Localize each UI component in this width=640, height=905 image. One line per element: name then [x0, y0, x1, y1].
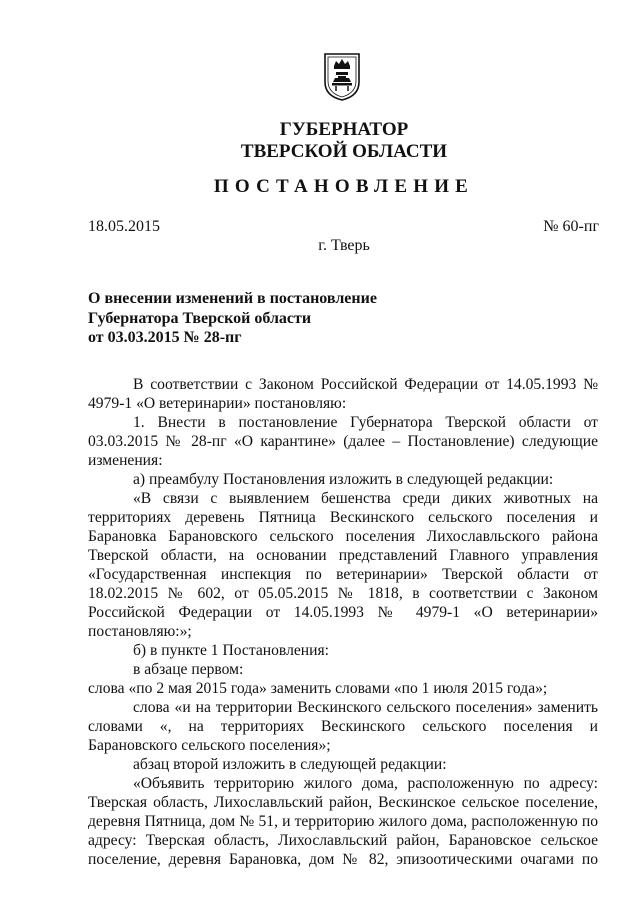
document-number: № 60-пг — [543, 218, 599, 235]
paragraph: б) в пункте 1 Постановления: — [133, 642, 329, 659]
paragraph: слова «и на территории Вескинского сельского поселения» заменить словами «, на территориях Вескинского сельского поселения и Барановского сельского поселения»; — [88, 699, 598, 754]
document-city: г. Тверь — [318, 237, 370, 254]
authority-title-line2: ТВЕРСКОЙ ОБЛАСТИ — [240, 141, 448, 162]
paragraph: абзац второй изложить в следующей редакции: — [133, 756, 447, 773]
paragraph: «Объявить территорию жилого дома, расположенную по адресу: Тверская область, Лихославльский район, Вескинское сельское поселение, деревня Пятница, дом № 51, и территорию жилого дома, расположенную по адресу: Тверская область, Лихославльский район, Барановское сельское поселение, деревня Барановка, дом № 82, эпизоотическими очагами по — [88, 775, 598, 868]
document-date: 18.05.2015 — [88, 218, 160, 235]
coat-of-arms-icon — [322, 52, 362, 102]
paragraph: 1. Внести в постановление Губернатора Тверской области от 03.03.2015 № 28-пг «О карантине» (далее – Постановление) следующие изменения: — [88, 414, 598, 469]
paragraph: В соответствии с Законом Российской Федерации от 14.05.1993 № 4979-1 «О ветеринарии» постановляю: — [88, 376, 598, 412]
subject-line: О внесении изменений в постановление — [88, 290, 377, 307]
paragraph: слова «по 2 мая 2015 года» заменить словами «по 1 июля 2015 года»; — [88, 680, 548, 697]
document-subject — [88, 289, 377, 348]
paragraph: «В связи с выявлением бешенства среди диких животных на территориях деревень Пятница Вескинского сельского поселения и Барановка Барановского сельского поселения Лихославльского района Тверской области, на основании представлений Главного управления «Государственная инспекция по ветеринарии» Тверской области от 18.02.2015 № 602, от 05.05.2015 № 1818, в соответствии с Законом Российской Федерации от 14.05.1993 № 4979-1 «О ветеринарии» постановляю:»; — [88, 490, 598, 640]
paragraph: а) преамбулу Постановления изложить в следующей редакции: — [133, 471, 554, 488]
authority-title-line1: ГУБЕРНАТОР — [279, 119, 409, 140]
document-body — [88, 375, 598, 869]
subject-line: от 03.03.2015 № 28-пг — [88, 329, 242, 346]
subject-line: Губернатора Тверской области — [88, 309, 312, 327]
document-type: ПОСТАНОВЛЕНИЕ — [213, 176, 475, 197]
paragraph: в абзаце первом: — [133, 661, 244, 678]
